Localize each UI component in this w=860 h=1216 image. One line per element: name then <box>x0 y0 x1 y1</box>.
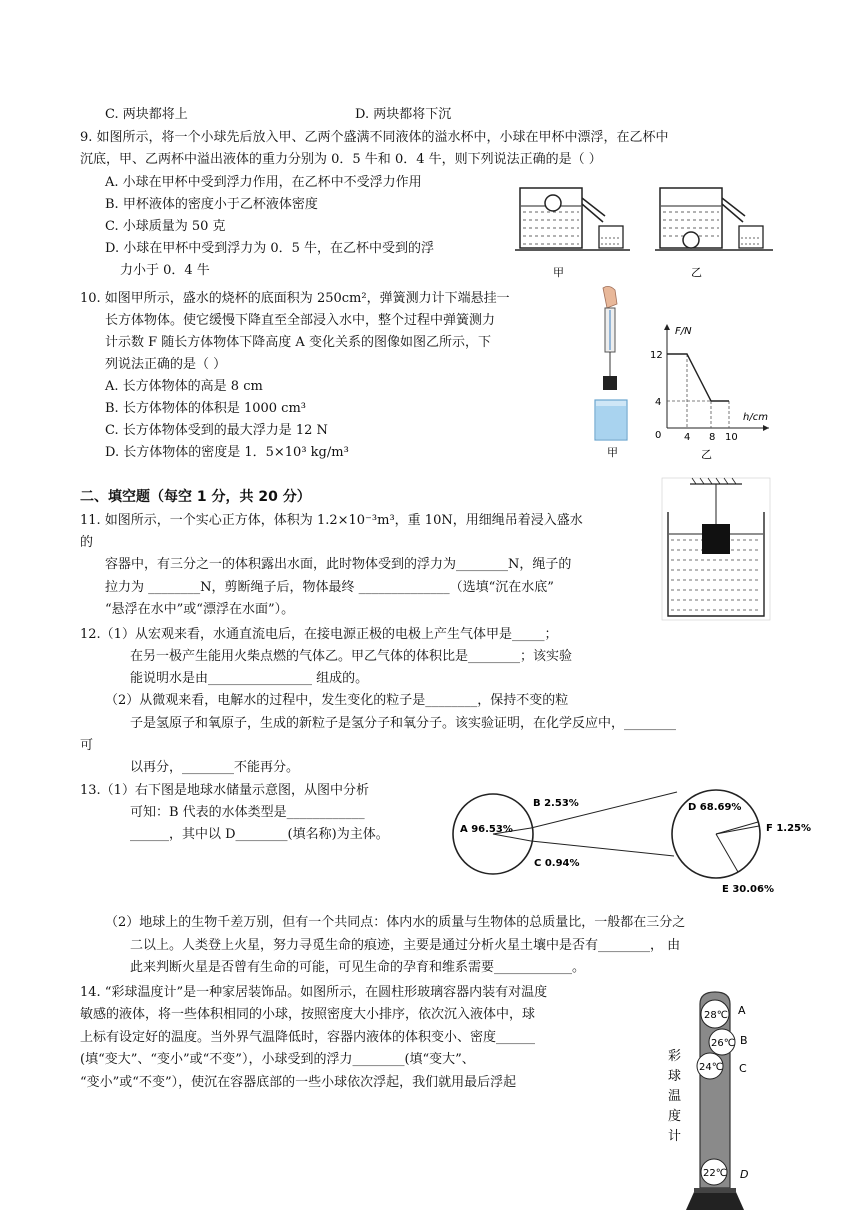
q14-line-3: 上标有设定好的温度。当外界气温降低时，容器内液体的体积变小、密度______ <box>80 1030 536 1045</box>
q14-line-1: 14. “彩球温度计”是一种家居装饰品。如图所示，在圆柱形玻璃容器内装有对温度 <box>80 985 548 1000</box>
q11-cube-in-water-figure <box>662 478 770 620</box>
q14-line-2: 敏感的液体，将一些体积相同的小球，按照密度大小排序，依次沉入液体中，球 <box>80 1007 536 1022</box>
q13-part2-line-2: 二以上。人类登上火星，努力寻觅生命的痕迹，主要是通过分析火星土壤中是否有________， 由 <box>130 938 681 953</box>
q9-stem-2: 沉底，甲、乙两杯中溢出液体的重力分别为 0．5 牛和 0．4 牛，则下列说法正确的是（ ） <box>80 152 602 167</box>
q14-base <box>686 1192 744 1210</box>
block-icon <box>603 376 617 390</box>
svg-text:22℃: 22℃ <box>703 1168 727 1179</box>
q10-force-height-graph <box>645 320 775 460</box>
q10-graph-xtick-10: 10 <box>725 432 738 443</box>
q13-line-2: 可知：B 代表的水体类型是____________ <box>130 805 365 820</box>
q14-caption-2: 球 <box>668 1069 682 1084</box>
q9-option-d-line2: 力小于 0．4 牛 <box>120 263 210 278</box>
q10-option-c: C. 长方体物体受到的最大浮力是 12 N <box>105 423 328 438</box>
q14-ball-thermometer-figure <box>660 988 780 1213</box>
q10-fig-label-left: 甲 <box>607 446 618 459</box>
q10-graph-ytick-12: 12 <box>650 350 663 361</box>
q13-label-c: C 0.94% <box>534 858 580 869</box>
q10-graph-ytick-4: 4 <box>655 397 662 408</box>
q14-label-d: D <box>740 1168 749 1181</box>
q9-option-b: B. 甲杯液体的密度小于乙杯液体密度 <box>105 197 318 212</box>
q14-ball-28 <box>701 1000 729 1028</box>
q12-line-5b: 可 <box>80 738 94 753</box>
q11-line-4: “悬浮在水中”或“漂浮在水面”）。 <box>105 602 295 617</box>
q9-fig-label-left: 甲 <box>553 266 564 279</box>
q14-caption-5: 计 <box>668 1129 682 1144</box>
q10-stem-2: 长方体物体。使它缓慢下降直至全部浸入水中，整个过程中弹簧测力 <box>105 313 496 328</box>
q13-label-a: A 96.53% <box>460 824 513 835</box>
q10-stem-3: 计示数 F 随长方体物体下降高度 A 变化关系的图像如图乙所示，下 <box>105 335 491 350</box>
q14-ball-26 <box>709 1029 735 1055</box>
q10-graph-xtick-4: 4 <box>684 432 691 443</box>
q10-option-b: B. 长方体物体的体积是 1000 cm³ <box>105 401 306 416</box>
q14-line-4: (填“变大”、“变小”或“不变”），小球受到的浮力________(填“变大”、 <box>80 1052 475 1067</box>
q14-label-b: B <box>740 1034 748 1047</box>
q9-overflow-cups-figure <box>515 178 775 286</box>
q13-label-f: F 1.25% <box>766 823 812 834</box>
q10-graph-line <box>667 354 729 401</box>
q14-caption-4: 度 <box>668 1109 682 1124</box>
q13-part2-line-1: （2）地球上的生物千差万别，但有一个共同点：体内水的质量与生物体的总质量比，一般都在三分之 <box>105 915 686 930</box>
q13-line-3: ______，其中以 D________(填名称)为主体。 <box>130 827 389 842</box>
q10-option-d: D. 长方体物体的密度是 1．5×10³ kg/m³ <box>105 445 349 460</box>
q8-option-d: D. 两块都将下沉 <box>355 107 452 122</box>
cube-icon <box>702 524 730 554</box>
hand-icon <box>603 286 617 308</box>
q10-option-a: A. 长方体物体的高是 8 cm <box>105 379 263 394</box>
q10-stem-1: 10. 如图甲所示，盛水的烧杯的底面积为 250cm²，弹簧测力计下端悬挂一 <box>80 291 510 306</box>
q9-stem-1: 9. 如图所示，将一个小球先后放入甲、乙两个盛满不同液体的溢水杯中，小球在甲杯中漂浮，在乙杯中 <box>80 130 669 145</box>
q12-line-6: 以再分，________不能再分。 <box>130 760 300 775</box>
q14-label-a: A <box>738 1004 746 1017</box>
q13-part2-line-3: 此来判断火星是否曾有生命的可能，可见生命的孕育和维系需要____________。 <box>130 960 586 975</box>
q11-line-2: 容器中，有三分之一的体积露出水面，此时物体受到的浮力为________N，绳子的 <box>105 557 572 572</box>
q13-label-b: B 2.53% <box>533 798 579 809</box>
q14-ball-24 <box>697 1053 723 1079</box>
q10-stem-4: 列说法正确的是（ ） <box>105 357 227 372</box>
q12-line-5: 子是氢原子和氧原子，生成的新粒子是氢分子和氧分子。该实验证明，在化学反应中，________ <box>130 716 677 731</box>
q13-label-d: D 68.69% <box>688 802 742 813</box>
q10-spring-scale-figure <box>585 284 645 460</box>
svg-text:26℃: 26℃ <box>711 1038 735 1049</box>
q12-line-1: 12.（1）从宏观来看，水通直流电后，在接电源正极的电极上产生气体甲是_____； <box>80 627 558 642</box>
q11-line-1b: 的 <box>80 535 94 550</box>
q9-option-a: A. 小球在甲杯中受到浮力作用，在乙杯中不受浮力作用 <box>105 175 422 190</box>
q13-label-e: E 30.06% <box>722 884 774 895</box>
q14-caption-3: 温 <box>668 1089 682 1104</box>
q9-option-c: C. 小球质量为 50 克 <box>105 219 226 234</box>
q9-option-d-line1: D. 小球在甲杯中受到浮力为 0．5 牛，在乙杯中受到的浮 <box>105 241 435 256</box>
q10-graph-xtick-8: 8 <box>709 432 716 443</box>
q13-water-reserve-diagram <box>448 786 812 896</box>
q10-graph-y-label: F/N <box>675 326 692 337</box>
q14-ball-22 <box>701 1159 727 1185</box>
q10-graph-origin: 0 <box>655 430 662 441</box>
q12-line-3: 能说明水是由________________ 组成的。 <box>130 671 369 686</box>
q12-line-2: 在另一极产生能用火柴点燃的气体乙。甲乙气体的体积比是________；该实验 <box>130 649 573 664</box>
section-2-title: 二、填空题（每空 1 分，共 20 分） <box>80 489 311 505</box>
svg-text:28℃: 28℃ <box>704 1010 728 1021</box>
q9-fig-label-right: 乙 <box>691 266 702 279</box>
q11-line-3: 拉力为 ________N，剪断绳子后，物体最终 ______________（选填“沉在水底” <box>105 580 554 595</box>
q8-option-c: C. 两块都将上 <box>105 107 188 122</box>
q13-line-1: 13.（1）右下图是地球水储量示意图，从图中分析 <box>80 783 369 798</box>
q12-line-4: （2）从微观来看，电解水的过程中，发生变化的粒子是________，保持不变的粒 <box>105 693 569 708</box>
q14-line-5: “变小”或“不变”），使沉在容器底部的一些小球依次浮起，我们就用最后浮起 <box>80 1075 517 1090</box>
q10-fig-label-right: 乙 <box>701 448 712 461</box>
q14-label-c: C <box>739 1062 747 1075</box>
q9-cup-right <box>655 188 773 250</box>
q10-graph-x-label: h/cm <box>743 412 768 423</box>
svg-text:24℃: 24℃ <box>699 1062 723 1073</box>
q11-line-1: 11. 如图所示，一个实心正方体，体积为 1.2×10⁻³m³，重 10N，用细绳吊着浸入盛水 <box>80 513 583 528</box>
q14-caption-1: 彩 <box>668 1049 682 1064</box>
q9-cup-left <box>515 188 630 250</box>
